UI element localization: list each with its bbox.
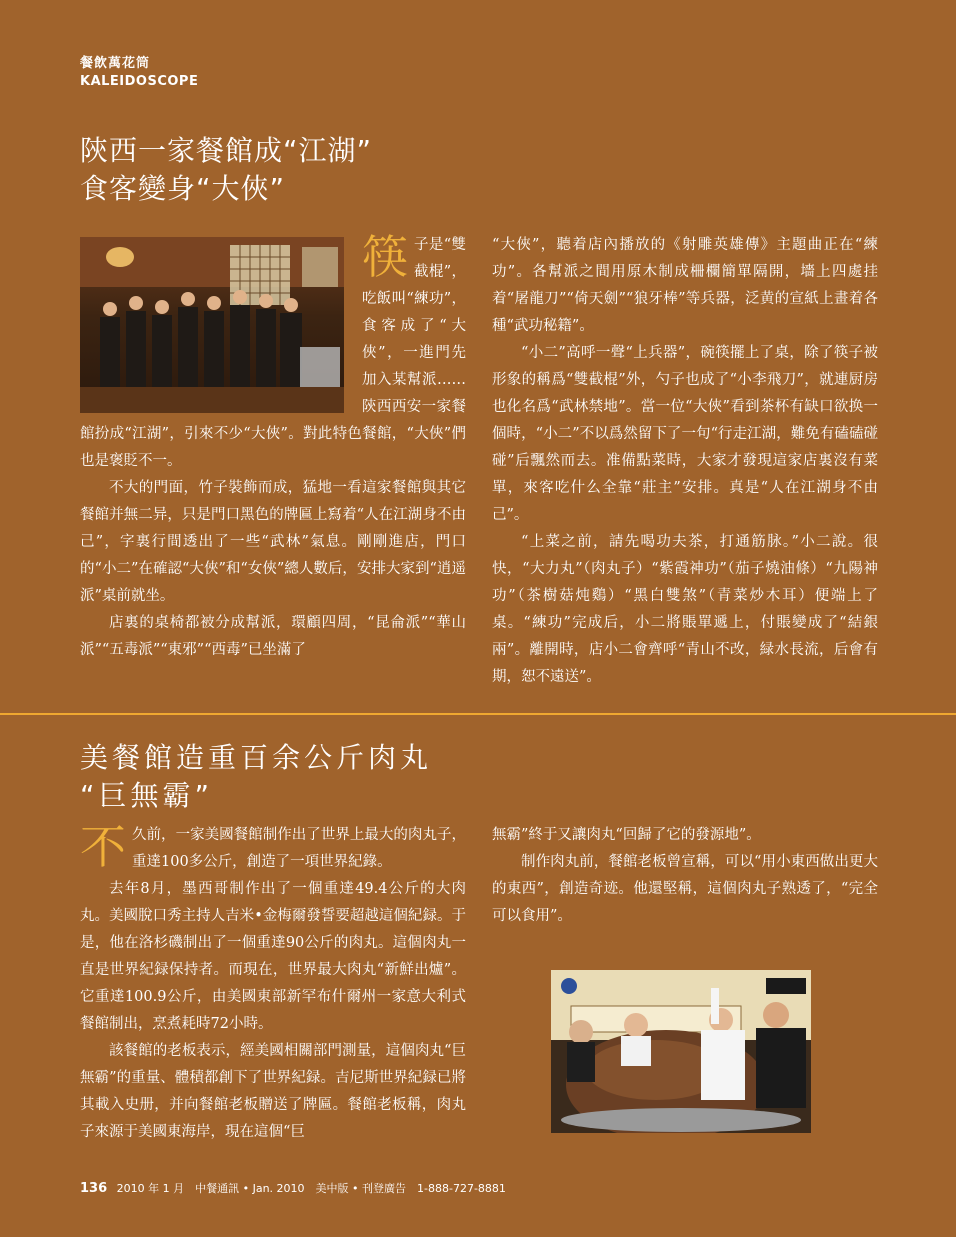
article1-paragraph: “大俠”，聽着店內播放的《射雕英雄傳》主題曲正在“練功”。各幫派之間用原木制成柵欄簡單隔開，墻上四處挂着“屠龍刀”“倚天劍”“狼牙棒”等兵器，泛黄的宣紙上畫着各種“武功秘籍”。 [492, 237, 878, 334]
article2-paragraph: 該餐館的老板表示，經美國相關部門測量，這個肉丸“巨無霸”的重量、體積都創下了世界紀録。吉尼斯世界紀録已將其載入史册，并向餐館老板贈送了牌匾。餐館老板稱，肉丸子來源于美國東海岸，現在這個“巨 [80, 1043, 466, 1140]
page-footer [80, 1180, 506, 1196]
article1-title-line1: 陝西一家餐館成“江湖” [80, 134, 373, 167]
article1-dropcap: 筷 [362, 230, 408, 284]
article1-title-line2: 食客變身“大俠” [80, 172, 286, 205]
article1-lead-paragraph [80, 232, 466, 475]
article2-lead-paragraph [80, 822, 466, 876]
article1-paragraph: 店裏的桌椅都被分成幫派，環顧四周，“昆侖派”“華山派”“五毒派”“東邪”“西毒”已坐滿了 [80, 615, 466, 658]
article2-title [80, 739, 432, 815]
article1-title [80, 132, 372, 208]
article2-paragraph: 無霸”終于又讓肉丸“回歸了它的發源地”。 [492, 827, 761, 843]
article1-paragraph: “小二”高呼一聲“上兵器”，碗筷擺上了桌，除了筷子被形象的稱爲“雙截棍”外，勺子也成了“小李飛刀”，就連厨房也化名爲“武林禁地”。當一位“大俠”看到茶杯有缺口欲换一個時，“小二”不以爲然留下了一句“行走江湖，難免有磕磕碰碰”后飄然而去。准備點菜時，大家才發現這家店裏沒有菜單，來客吃什么全靠“莊主”安排。真是“人在江湖身不由己”。 [492, 345, 878, 523]
article2-lead-text: 久前，一家美國餐館制作出了世界上最大的肉丸子，重達100多公斤，創造了一項世界紀錄。 [132, 827, 466, 870]
footer-text: 2010 年 1 月 中餐通訊 • Jan. 2010 美中版 • 刊登廣告 1-888-727-8881 [116, 1182, 506, 1195]
giant-meatball-photo [551, 970, 811, 1133]
article2-dropcap: 不 [80, 820, 126, 874]
section-label-zh: 餐飲萬花筒 [80, 56, 151, 71]
section-divider [0, 713, 956, 715]
article1-right-column [492, 232, 878, 691]
article1-lead-text: 子是“雙截棍”，吃飯叫“練功”，食客成了“大俠”，一進門先加入某幫派……陝西西安一家餐館扮成“江湖”，引來不少“大俠”。對此特色餐館，“大俠”們也是褒貶不一。 [80, 237, 466, 469]
article2-title-line2: “巨無霸” [80, 779, 214, 812]
article2-right-column [492, 822, 878, 930]
article1-left-column [80, 232, 466, 664]
section-label [80, 52, 198, 89]
article2-title-line1: 美餐館造重百余公斤肉丸 [80, 741, 433, 774]
giant-meatball-illustration [551, 970, 811, 1133]
article2-paragraph: 制作肉丸前，餐館老板曾宣稱，可以“用小東西做出更大的東西”，創造奇迹。他還堅稱，這個肉丸子熟透了，“完全可以食用”。 [492, 854, 878, 924]
article1-paragraph: 不大的門面，竹子裝飾而成，猛地一看這家餐館與其它餐館并無二异，只是門口黑色的牌匾上寫着“人在江湖身不由己”，字裏行間透出了一些“武林”氣息。剛剛進店，門口的“小二”在確認“大俠”和“女俠”總人數后，安排大家到“逍遥派”桌前就坐。 [80, 480, 466, 604]
page-number: 136 [80, 1181, 108, 1196]
article1-paragraph: “上菜之前，請先喝功夫茶，打通筋脉。”小二說。很快，“大力丸”（肉丸子）“紫霞神功”（茄子燒油條）“九陽神功”（茶樹菇炖鷄）“黑白雙煞”（青菜炒木耳）便端上了桌。“練功”完成后，小二將賬單遞上，付賬變成了“結銀兩”。離開時，店小二會齊呼“青山不改，緑水長流，后會有期，恕不遠送”。 [492, 534, 878, 685]
section-label-en: KALEIDOSCOPE [80, 74, 199, 89]
article2-left-column [80, 822, 466, 1146]
article2-paragraph: 去年8月，墨西哥制作出了一個重達49.4公斤的大肉丸。美國脫口秀主持人吉米•金梅爾發誓要超越這個紀録。于是，他在洛杉磯制出了一個重達90公斤的肉丸。這個肉丸一直是世界紀録保持者。而現在，世界最大肉丸“新鮮出爐”。它重達100.9公斤，由美國東部新罕布什爾州一家意大利式餐館制出，烹煮耗時72小時。 [80, 881, 466, 1032]
